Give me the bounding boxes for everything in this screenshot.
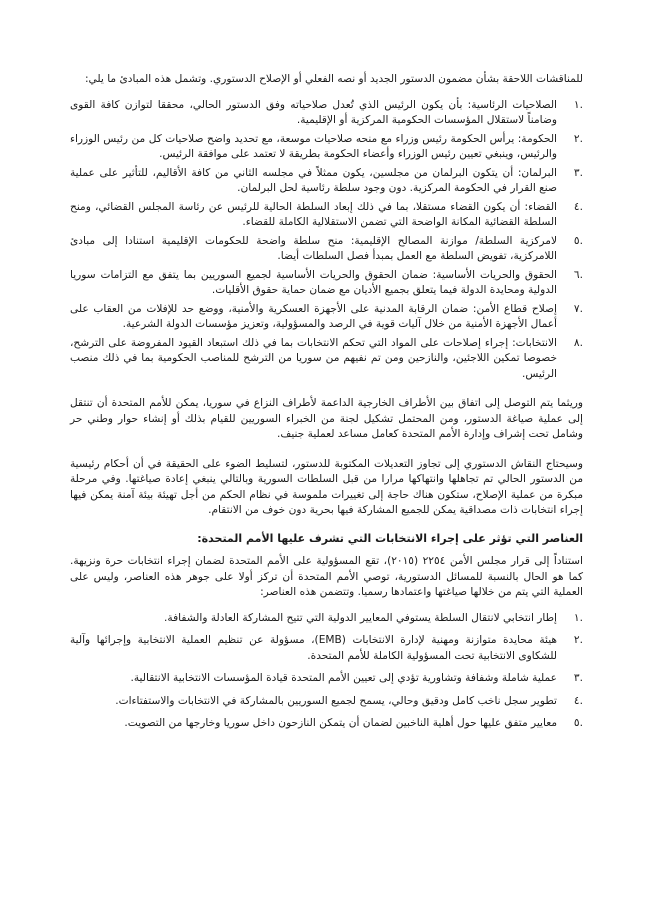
list-number: .١ bbox=[573, 611, 583, 624]
list-item-text: إطار انتخابي لانتقال السلطة يستوفي المعايير الدولية التي تتيح المشاركة العادلة والشفافة. bbox=[164, 611, 557, 624]
list-item bbox=[70, 336, 583, 383]
list-item bbox=[70, 611, 583, 627]
list-item-text: البرلمان: أن يتكون البرلمان من مجلسين، يكون ممثلاً في مجلسه الثاني من كافة الأقاليم، للتأثير على عملية صنع القرار في الحكومة المركزية. دون وجود سلطة رئاسية لحل البرلمان. bbox=[70, 166, 557, 194]
list-item bbox=[70, 98, 583, 129]
list-number: .٥ bbox=[573, 717, 583, 729]
list-item-text: إصلاح قطاع الأمن: ضمان الرقابة المدنية على الأجهزة العسكرية والأمنية، ووضع حد للإفلات من العقاب على أعمال الأجهزة الأمنية من خلال آليات قوية في الرصد والمسؤولية، وتعزيز مؤسسات الدولة الشرعية. bbox=[70, 302, 557, 330]
list-number: .٤ bbox=[573, 694, 583, 707]
list-item bbox=[70, 268, 583, 299]
list-number: .٨ bbox=[573, 336, 583, 349]
list-item-text: القضاء: أن يكون القضاء مستقلا، بما في ذلك إبعاد السلطة الحالية للرئيس عن رئاسة المجلس القضائي، ومنح السلطة القضائية المكانة الواضحة التي تضمن الاستقلالية الكاملة للقضاء. bbox=[70, 200, 557, 228]
list-number: .٢ bbox=[573, 634, 583, 646]
section-heading: العناصر التي تؤثر على إجراء الانتخابات التي تشرف عليها الأمم المتحدة: bbox=[197, 531, 583, 545]
list-item bbox=[70, 694, 583, 710]
list-number: .٦ bbox=[573, 268, 583, 281]
list-item-text: تطوير سجل ناخب كامل ودقيق وحالي، يسمح لجميع السوريين بالمشاركة في الانتخابات والاستفتاءات. bbox=[115, 694, 557, 707]
list-item-text: الحقوق والحريات الأساسية: ضمان الحقوق والحريات الأساسية لجميع السوريين بما يتفق مع التزامات سوريا الدولية ومحايدة الدولة فيما يتعلق بجميع الأديان مع ضمان حماية حقوق الأقليات. bbox=[70, 268, 557, 296]
paragraph-constitutional-debate: وسيحتاج النقاش الدستوري إلى تجاوز التعديلات المكتوبة للدستور، لتسليط الضوء على الحقيقة في أن أحكام رئيسية من الدستور الحالي تم تجاهلها وانتهاكها مرارا من قبل السلطات السورية وبالتالي ينبغي إعادة صياغتها. وفي مرحلة مبكرة من عملية الإصلاح، ستكون هناك حاجة إلى تغييرات ملموسة في نظام الحكم من أجل تهيئة بيئة آمنة يمكن فيها إجراء انتخابات ذات مصداقية يمكن للجميع المشاركة فيها بحرية دون خوف من الانتقام. bbox=[70, 457, 583, 516]
list-item bbox=[70, 671, 583, 687]
list-item bbox=[70, 716, 583, 732]
list-item-text: الانتخابات: إجراء إصلاحات على المواد التي تحكم الانتخابات بما في ذلك استبعاد القيود المفروضة على الترشح، خصوصا تمكين اللاجئين، والنازحين ومن تم نفيهم من سوريا من الترشح للمناصب الحكومية بما في ذلك منصب الرئيس. bbox=[70, 336, 557, 380]
principles-list bbox=[70, 98, 583, 383]
list-item-text: معايير متفق عليها حول أهلية الناخبين لضمان أن يتمكن النازحون داخل سوريا وخارجها من التصويت. bbox=[124, 717, 557, 729]
list-item-text: عملية شاملة وشفافة وتشاورية تؤدي إلى تعيين الأمم المتحدة قيادة المؤسسات الانتخابية الانتقالية. bbox=[130, 672, 557, 684]
list-number: .٤ bbox=[573, 200, 583, 213]
intro-paragraph: للمناقشات اللاحقة بشأن مضمون الدستور الجديد أو نصه الفعلي أو الإصلاح الدستوري. وتشمل هذه المبادئ ما يلي: bbox=[84, 73, 583, 85]
paragraph-un-transition: وريثما يتم التوصل إلى اتفاق بين الأطراف الخارجية الداعمة لأطراف النزاع في سوريا، يمكن للأمم المتحدة أن تنتقل إلى عملية صياغة الدستور، ومن المحتمل تشكيل لجنة من الخبراء السوريين للقيام بذلك أو إنشاء حوار وطني حر وشامل تحت إشراف وإدارة الأمم المتحدة كعامل مساعد لعملية جنيف. bbox=[70, 397, 583, 440]
list-item-text: الصلاحيات الرئاسية: بأن يكون الرئيس الذي تُعدل صلاحياته وفق الدستور الحالي، محققا لتوازن كافة القوى وضامناً لاستقلال المؤسسات الحكومية المركزية أو الإقليمية. bbox=[70, 98, 557, 126]
list-item bbox=[70, 132, 583, 163]
paragraph-security-council: استناداً إلى قرار مجلس الأمن ٢٢٥٤ (٢٠١٥)، تقع المسؤولية على الأمم المتحدة لضمان إجراء انتخابات حرة ونزيهة. كما هو الحال بالنسبة للمسائل الدستورية، توصي الأمم المتحدة أن تركز أولا على جوهر هذه العناصر، وليس على العملية التي يتم من خلالها صياغتها واعتمادها رسميا. وتتضمن هذه العناصر: bbox=[70, 555, 583, 598]
list-item bbox=[70, 234, 583, 265]
list-number: .٣ bbox=[573, 672, 583, 684]
list-number: .١ bbox=[573, 98, 583, 111]
elements-list bbox=[70, 611, 583, 732]
list-item bbox=[70, 166, 583, 197]
list-item bbox=[70, 200, 583, 231]
list-item-text: لامركزية السلطة/ موازنة المصالح الإقليمية: منح سلطة واضحة للحكومات الإقليمية استنادا إلى مبادئ اللامركزية، تفويض السلطة مع العمل بمبدأ فصل السلطات أيضا. bbox=[70, 234, 557, 262]
list-number: .٥ bbox=[573, 234, 583, 247]
list-number: .٢ bbox=[573, 132, 583, 145]
list-number: .٣ bbox=[573, 166, 583, 179]
list-item bbox=[70, 302, 583, 333]
list-item-text: هيئة محايدة متوازنة ومهنية لإدارة الانتخابات (EMB)، مسؤولة عن تنظيم العملية الانتخابية وإجرائها وآلية للشكاوى الانتخابية تحت المسؤولية الكاملة للأمم المتحدة. bbox=[70, 634, 557, 662]
list-item bbox=[70, 633, 583, 664]
list-number: .٧ bbox=[573, 302, 583, 315]
list-item-text: الحكومة: يرأس الحكومة رئيس وزراء مع منحه صلاحيات موسعة، مع تحديد واضح صلاحيات كل من رئيس الوزراء والرئيس، وينبغي تعيين رئيس الوزراء وأعضاء الحكومة بطريقة لا تعتمد على موافقة الرئيس. bbox=[70, 132, 557, 160]
